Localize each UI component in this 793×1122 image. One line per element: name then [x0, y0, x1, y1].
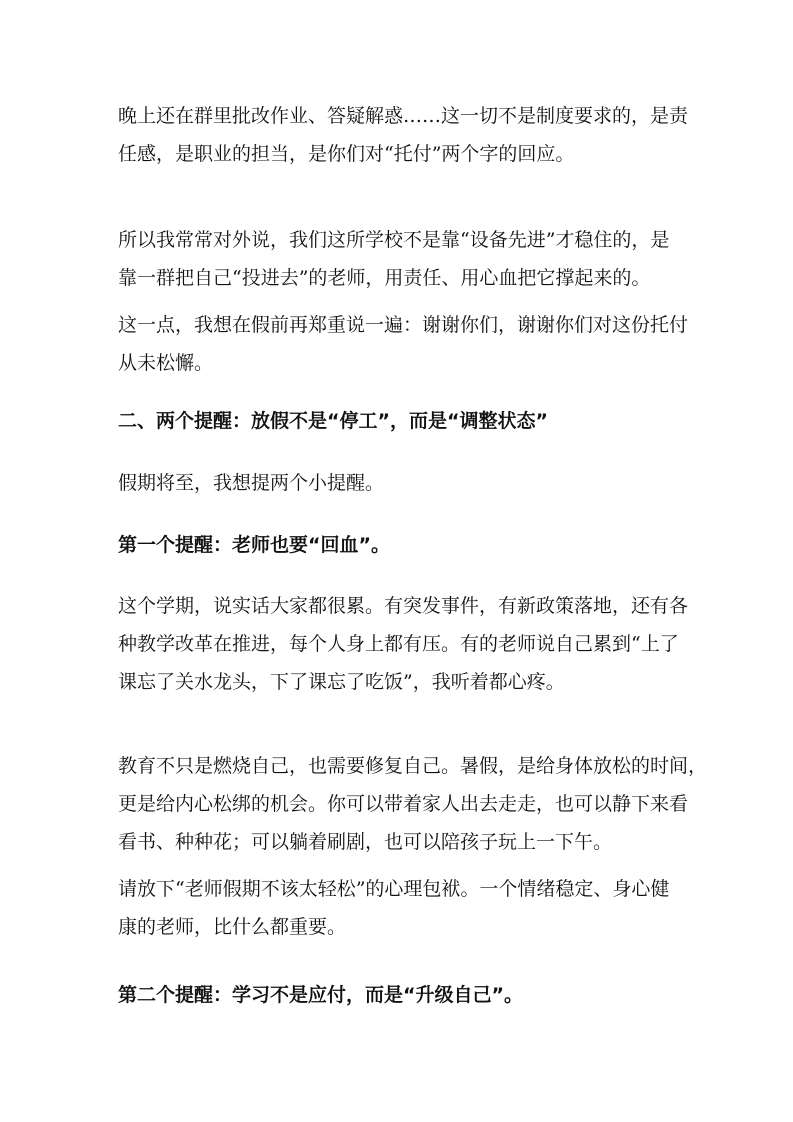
subheading-second-reminder — [118, 976, 680, 1014]
subheading-first-reminder — [118, 526, 680, 564]
paragraph-thanks — [118, 306, 689, 382]
text-line: 靠一群把自己“投进去”的老师，用责任、用心血把它撑起来的。 — [118, 267, 651, 289]
text-line: 这一点，我想在假前再郑重说一遍：谢谢你们，谢谢你们对这份托付 — [118, 314, 689, 336]
text-line: 课忘了关水龙头，下了课忘了吃饭”，我听着都心疼。 — [118, 671, 565, 693]
text-line: 请放下“老师假期不该太轻松”的心理包袱。一个情绪稳定、身心健 — [118, 878, 670, 900]
heading-text: 二、两个提醒：放假不是“停工”，而是“调整状态” — [118, 410, 548, 432]
text-line: 假期将至，我想提两个小提醒。 — [118, 472, 385, 494]
heading-text: 第二个提醒：学习不是应付，而是“升级自己”。 — [118, 984, 523, 1006]
text-line: 晚上还在群里批改作业、答疑解惑……这一切不是制度要求的，是责 — [118, 105, 689, 127]
text-line: 看书、种种花；可以躺着刷剧，也可以陪孩子玩上一下午。 — [118, 831, 613, 853]
text-line: 教育不只是燃烧自己，也需要修复自己。暑假，是给身体放松的时间， — [118, 755, 708, 777]
paragraph-responsibility — [118, 97, 689, 173]
text-line: 种教学改革在推进，每个人身上都有压。有的老师说自己累到“上了 — [118, 633, 679, 655]
heading-text: 第一个提醒：老师也要“回血”。 — [118, 534, 390, 556]
text-line: 任感，是职业的担当，是你们对“托付”两个字的回应。 — [118, 143, 575, 165]
section-heading-two-reminders — [118, 402, 680, 440]
text-line: 从未松懈。 — [118, 352, 214, 374]
paragraph-school-teachers — [118, 221, 680, 297]
paragraph-self-repair — [118, 747, 708, 861]
paragraph-let-go-burden — [118, 870, 680, 946]
text-line: 更是给内心松绑的机会。你可以带着家人出去走走，也可以静下来看 — [118, 793, 689, 815]
paragraph-intro-reminders — [118, 464, 680, 502]
text-line: 这个学期，说实话大家都很累。有突发事件，有新政策落地，还有各 — [118, 595, 689, 617]
text-line: 康的老师，比什么都重要。 — [118, 916, 347, 938]
paragraph-semester-tired — [118, 587, 689, 701]
text-line: 所以我常常对外说，我们这所学校不是靠“设备先进”才稳住的，是 — [118, 229, 670, 251]
